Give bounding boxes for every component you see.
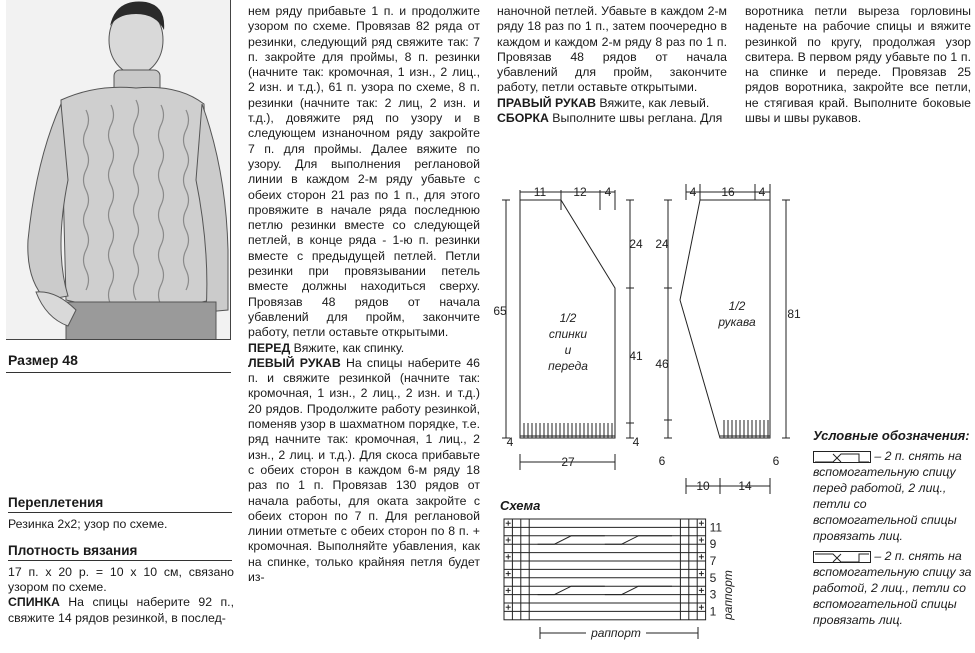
scheme-cable-symbol <box>538 536 605 544</box>
legend <box>813 428 973 628</box>
stitches-divider <box>8 512 232 513</box>
sleeve-rib-left: 6 <box>658 454 666 468</box>
body-bottom-width: 27 <box>561 455 575 469</box>
stitches-text: Резинка 2х2; узор по схеме. <box>8 517 168 532</box>
scheme-cable-symbol <box>538 586 605 594</box>
left-sleeve-text: На спицы наберите 46 п. и свяжите резинкой (начните так: кромочная, 1 изн., 2 лиц., 2 изн. и т.д.) 20 рядов. Продолжите работу резинкой, поменяв узор в шахматном порядке, т.е. ряд начните так: кромочная, 1 лиц., 2 изн., 2 лиц. и т.д.). Для скоса прибавьте с обеих сторон в каждом 6-м ряду 18 раз по 1 п. Провязав 130 рядов от начала работы, для оката закройте с обеих сторон по 7 п. Для реглановой линии отметьте с обеих сторон по 8 п. + кромочная. Выполняйте убавления, как на спинке, только крайняя петля будет из- <box>248 355 480 584</box>
body-top-dim-3: 4 <box>604 185 612 199</box>
front-title: ПЕРЕД <box>248 340 291 355</box>
sleeve-top-dim-2: 16 <box>721 185 735 199</box>
scheme-chart <box>500 515 780 653</box>
assembly-title: СБОРКА <box>497 111 549 126</box>
scheme-row-number: 11 <box>709 520 723 535</box>
scheme-repeat-label: раппорт <box>591 626 641 640</box>
scheme-row-number: 3 <box>709 587 717 602</box>
sleeve-top-dim-3: 4 <box>758 185 766 199</box>
sleeve-rib-right: 6 <box>772 454 780 468</box>
body-lower-height: 41 <box>629 349 643 363</box>
column-2 <box>248 4 480 585</box>
right-sleeve-text: Вяжите, как левый. <box>599 95 710 110</box>
cable-front-icon <box>813 450 871 464</box>
assembly-text: Выполните швы реглана. Для <box>552 111 723 126</box>
back-text: На спицы наберите 92 п., свяжите 14 рядов резинкой, в послед- <box>8 595 234 625</box>
body-rib-right: 4 <box>632 435 640 449</box>
column-4 <box>745 4 971 126</box>
stitches-title: Переплетения <box>8 495 104 510</box>
scheme-repeat-vertical-label: раппорт <box>721 570 735 620</box>
scheme-row-number: 7 <box>709 554 717 568</box>
left-sleeve-title: ЛЕВЫЙ РУКАВ <box>248 355 341 370</box>
legend-title: Условные обозначения: <box>813 428 970 443</box>
column-3 <box>497 4 727 126</box>
density-text: 17 п. х 20 р. = 10 х 10 см, связано узором по схеме. <box>8 564 234 595</box>
sleeve-label-2: рукава <box>718 315 756 329</box>
size-caption: Размер 48 <box>8 352 78 368</box>
back-title: СПИНКА <box>8 595 60 610</box>
sleeve-bottom-dim-1: 10 <box>696 479 710 493</box>
scheme-cable-symbol <box>605 586 672 594</box>
sleeve-rib-lines <box>724 420 768 438</box>
pattern-diagrams <box>490 150 810 495</box>
body-label-4: переда <box>548 359 588 373</box>
sleeve-label-1: 1/2 <box>728 299 746 313</box>
body-total-height: 65 <box>493 304 507 318</box>
column4-paragraph: воротника петли выреза горловины наденьте на рабочие спицы и вяжите резинкой по кругу, продолжая узор свитера. В первом ряду убавьте по 1 п. на спинке и переде. Провязав 25 рядов воротника, закройте все петли, не стягивая край. Выполните боковые швы и швы рукавов. <box>745 4 971 126</box>
body-top-dim-1: 11 <box>533 185 547 199</box>
column2-paragraph: нем ряду прибавьте 1 п. и продолжите узором по схеме. Провязав 82 ряда от резинки, следующий ряд свяжите так: 7 п. закройте для проймы, 8 п. резинки (начните так: кромочная, 1 изн., 2 лиц., 2 изн. и т.д.), 61 п. узора по схеме, 8 п. резинки (начните так: 2 лиц, 2 изн. и т.д.), довяжите ряд по узору и в следующем изнаночном ряду закройте 7 п. для проймы. Далее вяжите по узору. Для выполнения реглановой линии в каждом 2-м ряду убавьте с обеих сторон 21 раз по 1 п., для этого провяжите в начале ряда последнюю петлю резинки вместе со следующей петлей, в конце ряда - 1-ю п. резинки вместе с предыдущей петлей. Петли резинки при провязывании петель вместе должны находиться сверху. Провязав 48 рядов от начала убавлений для пройм, закончите работу, петли оставьте открытыми. <box>248 4 480 340</box>
right-sleeve-title: ПРАВЫЙ РУКАВ <box>497 95 596 110</box>
model-photo <box>6 0 231 340</box>
legend-item-1: – 2 п. снять на вспомогательную спицу перед работой, 2 лиц., петли со вспомогательной спицы провязать лиц. <box>813 449 962 543</box>
scheme-title: Схема <box>500 498 541 513</box>
cable-back-icon <box>813 550 871 564</box>
body-upper-height: 24 <box>629 237 643 251</box>
caption-divider <box>6 372 231 373</box>
body-label-1: 1/2 <box>559 311 577 325</box>
body-top-dim-2: 12 <box>573 185 587 199</box>
sleeve-top-dim-1: 4 <box>689 185 697 199</box>
scheme-row-number: 1 <box>709 604 717 619</box>
column-1 <box>8 495 234 626</box>
legend-item-2: – 2 п. снять на вспомогательную спицу за работой, 2 лиц., петли со вспомогательной спицы провязать лиц. <box>813 549 972 627</box>
scheme-cable-symbol <box>605 536 672 544</box>
scheme-row-number: 5 <box>709 570 717 585</box>
sleeve-lower-height: 46 <box>655 357 669 371</box>
body-label-3: и <box>564 343 572 357</box>
sleeve-bottom-dim-2: 14 <box>738 479 752 493</box>
sweater-model-illustration <box>6 0 231 340</box>
scheme-row-number: 9 <box>709 537 717 552</box>
column3-paragraph: наночной петлей. Убавьте в каждом 2-м ряду 18 раз по 1 п., затем поочередно в каждом и каждом 2-м ряду 8 раз по 1 п. Провязав 48 рядов от начала убавлений для пройм, закончите работу, петли оставьте открытыми. <box>497 4 727 95</box>
body-rib-left: 4 <box>506 435 514 449</box>
front-text: Вяжите, как спинку. <box>293 340 405 355</box>
sleeve-total-height: 81 <box>787 307 801 321</box>
density-divider <box>8 560 232 561</box>
sleeve-upper-height: 24 <box>655 237 669 251</box>
density-title: Плотность вязания <box>8 542 138 558</box>
body-label-2: спинки <box>548 327 588 341</box>
